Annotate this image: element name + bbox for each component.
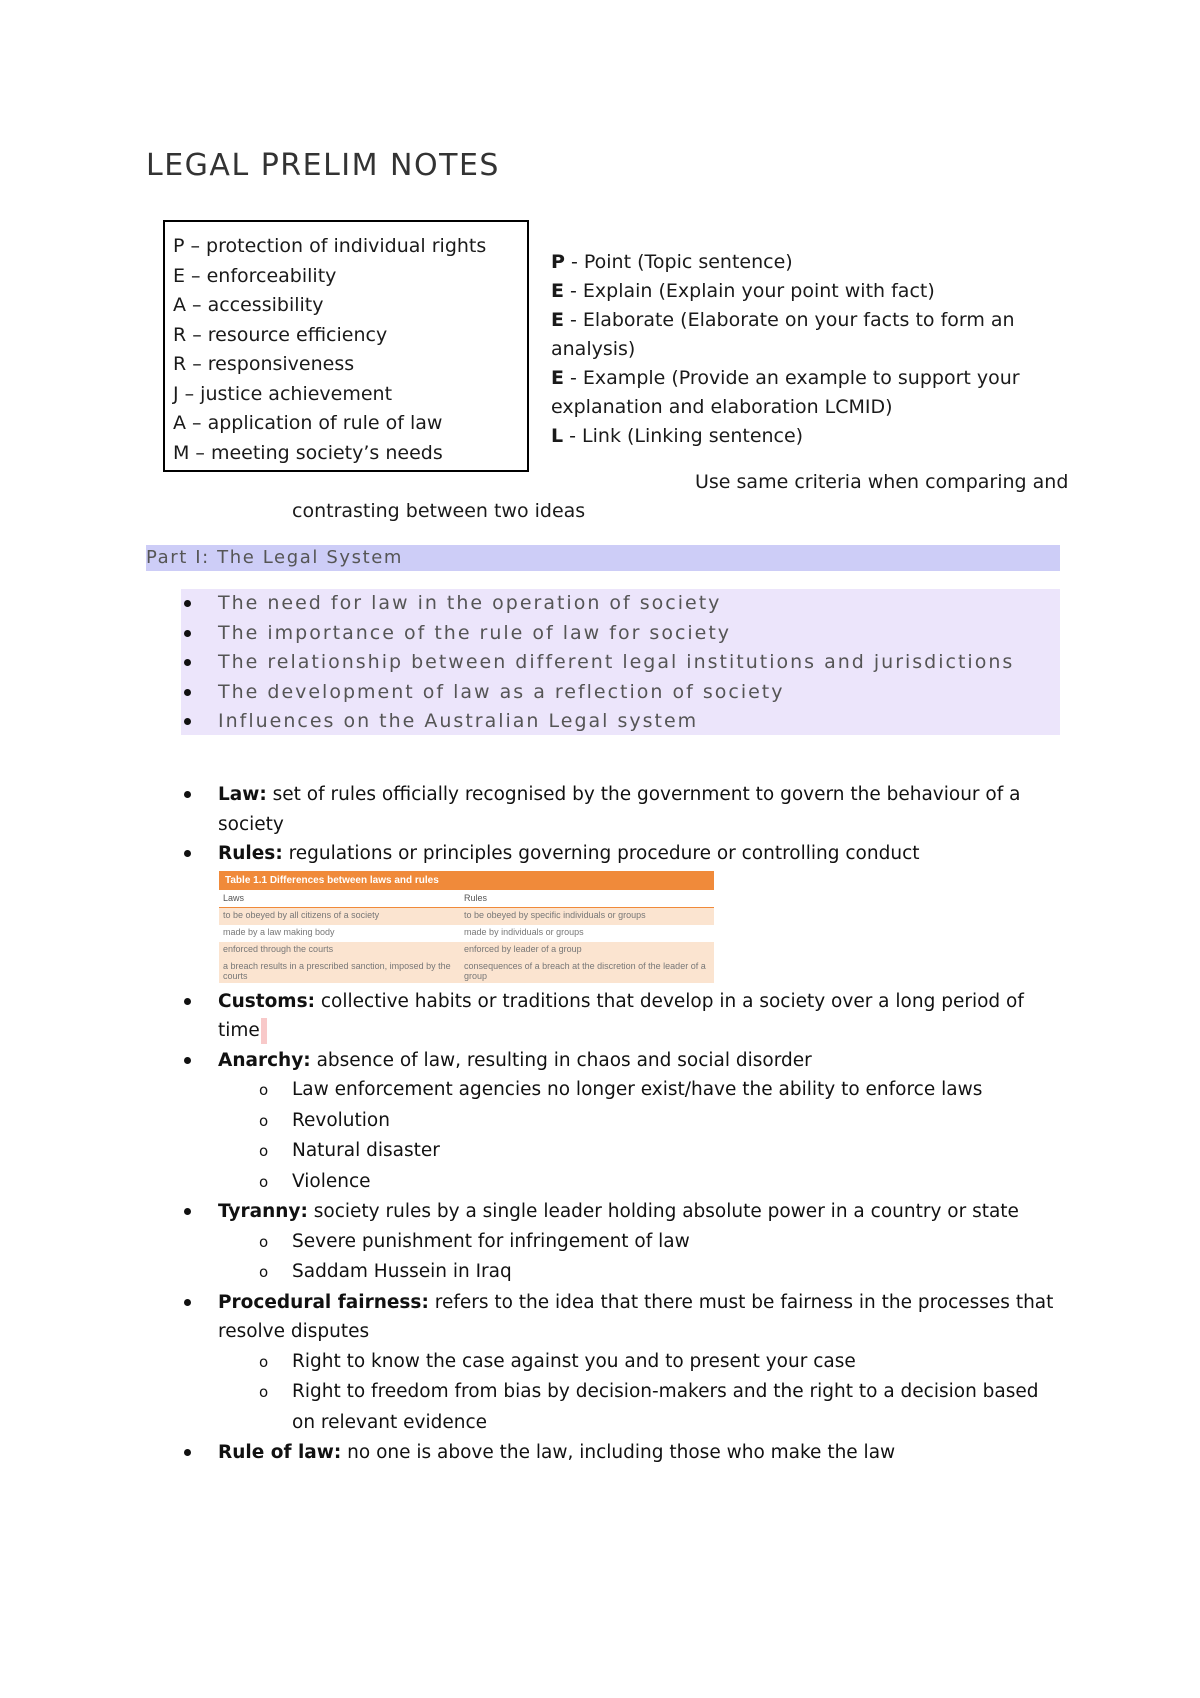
note-term: Rule of law:: [218, 1442, 342, 1463]
circle-bullet-icon: o: [259, 1383, 269, 1401]
syllabus-item: [181, 648, 1060, 678]
syllabus-list: [181, 589, 1060, 735]
note-tyranny: [146, 1197, 1066, 1227]
circle-bullet-icon: o: [259, 1111, 269, 1130]
part-header: Part I: The Legal System: [146, 545, 1060, 571]
note-definition: regulations or principles governing procedure or controlling conduct: [282, 843, 920, 864]
sub-item-text: Natural disaster: [292, 1140, 440, 1161]
note-definition: refers to the idea that there must be fairness in the processes that resolve disputes: [218, 1291, 1054, 1342]
syllabus-item-text: The development of law as a reflection of society: [218, 680, 785, 703]
criteria-note-line1: Use same criteria when comparing and: [695, 471, 1069, 493]
note-term: Procedural fairness:: [218, 1291, 429, 1313]
table-row: [219, 907, 714, 925]
sub-item-text: Severe punishment for infringement of law: [292, 1230, 690, 1252]
table-header-row: [219, 890, 714, 908]
note-term: Anarchy:: [218, 1049, 311, 1071]
peel-key: E: [551, 309, 564, 331]
sub-item-text: Saddam Hussein in Iraq: [292, 1261, 512, 1282]
peel-key: E: [551, 280, 564, 302]
criteria-note-line2: contrasting between two ideas: [292, 500, 586, 522]
note-term: Rules:: [218, 843, 283, 864]
bullet-icon: [184, 718, 191, 725]
syllabus-item: [181, 619, 1060, 649]
note-law: [146, 780, 1066, 839]
peel-row: [551, 248, 1071, 277]
bullet-icon: [184, 998, 191, 1005]
bullet-icon: [184, 1208, 191, 1215]
circle-bullet-icon: o: [259, 1081, 269, 1099]
bullet-icon: [184, 1449, 191, 1456]
table-cell: to be obeyed by all citizens of a society: [219, 907, 460, 925]
note-definition: society rules by a single leader holding absolute power in a country or state: [307, 1201, 1019, 1222]
note-rule-of-law: [146, 1438, 1066, 1468]
note-customs: [146, 987, 1066, 1046]
table-cell: to be obeyed by specific individuals or groups: [460, 907, 714, 925]
note-anarchy: [146, 1046, 1066, 1076]
table-header-cell: Rules: [460, 890, 714, 908]
document-title: LEGAL PRELIM NOTES: [146, 148, 500, 183]
peel-key: L: [551, 425, 564, 447]
table-row: [219, 959, 714, 983]
peraj-criteria-box: [163, 220, 529, 472]
laws-vs-rules-table: [219, 871, 714, 983]
table-caption: Table 1.1 Differences between laws and rules: [219, 871, 714, 890]
sub-item: [146, 1075, 1066, 1106]
peel-text: - Explain (Explain your point with fact): [563, 280, 935, 302]
sub-item-text: Law enforcement agencies no longer exist/have the ability to enforce laws: [292, 1079, 983, 1100]
syllabus-item: [181, 589, 1060, 619]
syllabus-item: [181, 678, 1060, 708]
bullet-icon: [184, 659, 191, 666]
table-cell: a breach results in a prescribed sanction, imposed by the courts: [219, 959, 460, 983]
circle-bullet-icon: o: [259, 1172, 269, 1191]
circle-bullet-icon: o: [259, 1352, 269, 1371]
peel-text: - Link (Linking sentence): [563, 425, 804, 447]
table-cell: made by individuals or groups: [464, 926, 584, 937]
table-cell: made by a law making body: [223, 926, 335, 937]
peel-structure: [551, 248, 1071, 451]
sub-item: [146, 1136, 1066, 1167]
note-definition: set of rules officially recognised by the government to govern the behaviour of a society: [218, 784, 1021, 835]
syllabus-item-text: The need for law in the operation of society: [218, 592, 722, 614]
peraj-row: P – protection of individual rights: [173, 235, 487, 257]
note-definition: no one is above the law, including those who make the law: [341, 1442, 896, 1463]
sub-item: [146, 1347, 1066, 1378]
note-term: Customs:: [218, 990, 315, 1012]
peraj-row: A – accessibility: [173, 294, 324, 316]
peel-key: E: [551, 367, 564, 389]
sub-item: [146, 1377, 1066, 1438]
bullet-icon: [184, 791, 191, 798]
table-cell: enforced by leader of a group: [460, 942, 714, 959]
circle-bullet-icon: o: [259, 1232, 269, 1251]
note-definition: collective habits or traditions that develop in a society over a long period of time: [218, 990, 1024, 1041]
syllabus-item-text: Influences on the Australian Legal system: [218, 710, 699, 732]
syllabus-item-text: The importance of the rule of law for society: [218, 621, 732, 644]
bullet-icon: [184, 600, 191, 607]
syllabus-item: [181, 707, 1060, 737]
note-term: Tyranny:: [218, 1201, 308, 1222]
peel-row: [551, 277, 1071, 306]
table-body: [219, 890, 714, 983]
peel-key: P: [551, 251, 565, 273]
sub-item-text: Violence: [292, 1170, 371, 1192]
peraj-row: M – meeting society’s needs: [173, 441, 443, 464]
sub-item: [146, 1167, 1066, 1198]
circle-bullet-icon: o: [259, 1263, 269, 1281]
sub-item-text: Right to freedom from bias by decision-makers and the right to a decision based on relevant evidence: [292, 1381, 1039, 1433]
table-row: [219, 942, 714, 959]
peel-row: [551, 364, 1071, 422]
bullet-icon: [184, 850, 191, 857]
peraj-row: R – resource efficiency: [173, 323, 388, 346]
note-rules: [146, 839, 1066, 869]
circle-bullet-icon: o: [259, 1142, 269, 1160]
peraj-row: A – application of rule of law: [173, 412, 443, 434]
table-row: [219, 925, 714, 942]
notes-list: [146, 780, 1066, 1468]
peel-text: - Elaborate (Elaborate on your facts to form an analysis): [551, 309, 1015, 360]
sub-item: [146, 1227, 1066, 1258]
peraj-row: J – justice achievement: [173, 382, 393, 405]
peel-text: - Point (Topic sentence): [564, 251, 793, 273]
peel-row: [551, 422, 1071, 451]
peel-row: [551, 306, 1071, 364]
peraj-row: E – enforceability: [173, 264, 337, 287]
table-cell: enforced through the courts: [219, 942, 460, 959]
bullet-icon: [184, 1057, 191, 1064]
bullet-icon: [184, 630, 191, 637]
syllabus-item-text: The relationship between different legal institutions and jurisdictions: [218, 651, 1015, 673]
table-header-cell: Laws: [219, 890, 460, 908]
bullet-icon: [184, 689, 191, 696]
sub-item-text: Revolution: [292, 1109, 390, 1131]
note-definition: absence of law, resulting in chaos and social disorder: [310, 1049, 812, 1071]
bullet-icon: [184, 1299, 191, 1306]
table-cell: consequences of a breach at the discretion of the leader of a group: [460, 959, 714, 983]
note-procedural-fairness: [146, 1288, 1066, 1347]
peel-text: - Example (Provide an example to support your explanation and elaboration LCMID): [551, 367, 1020, 418]
highlight-marker: [261, 1018, 267, 1044]
peraj-row: R – responsiveness: [173, 353, 355, 375]
sub-item: [146, 1257, 1066, 1288]
sub-item: [146, 1106, 1066, 1137]
sub-item-text: Right to know the case against you and to present your case: [292, 1350, 856, 1372]
note-term: Law:: [218, 784, 267, 805]
